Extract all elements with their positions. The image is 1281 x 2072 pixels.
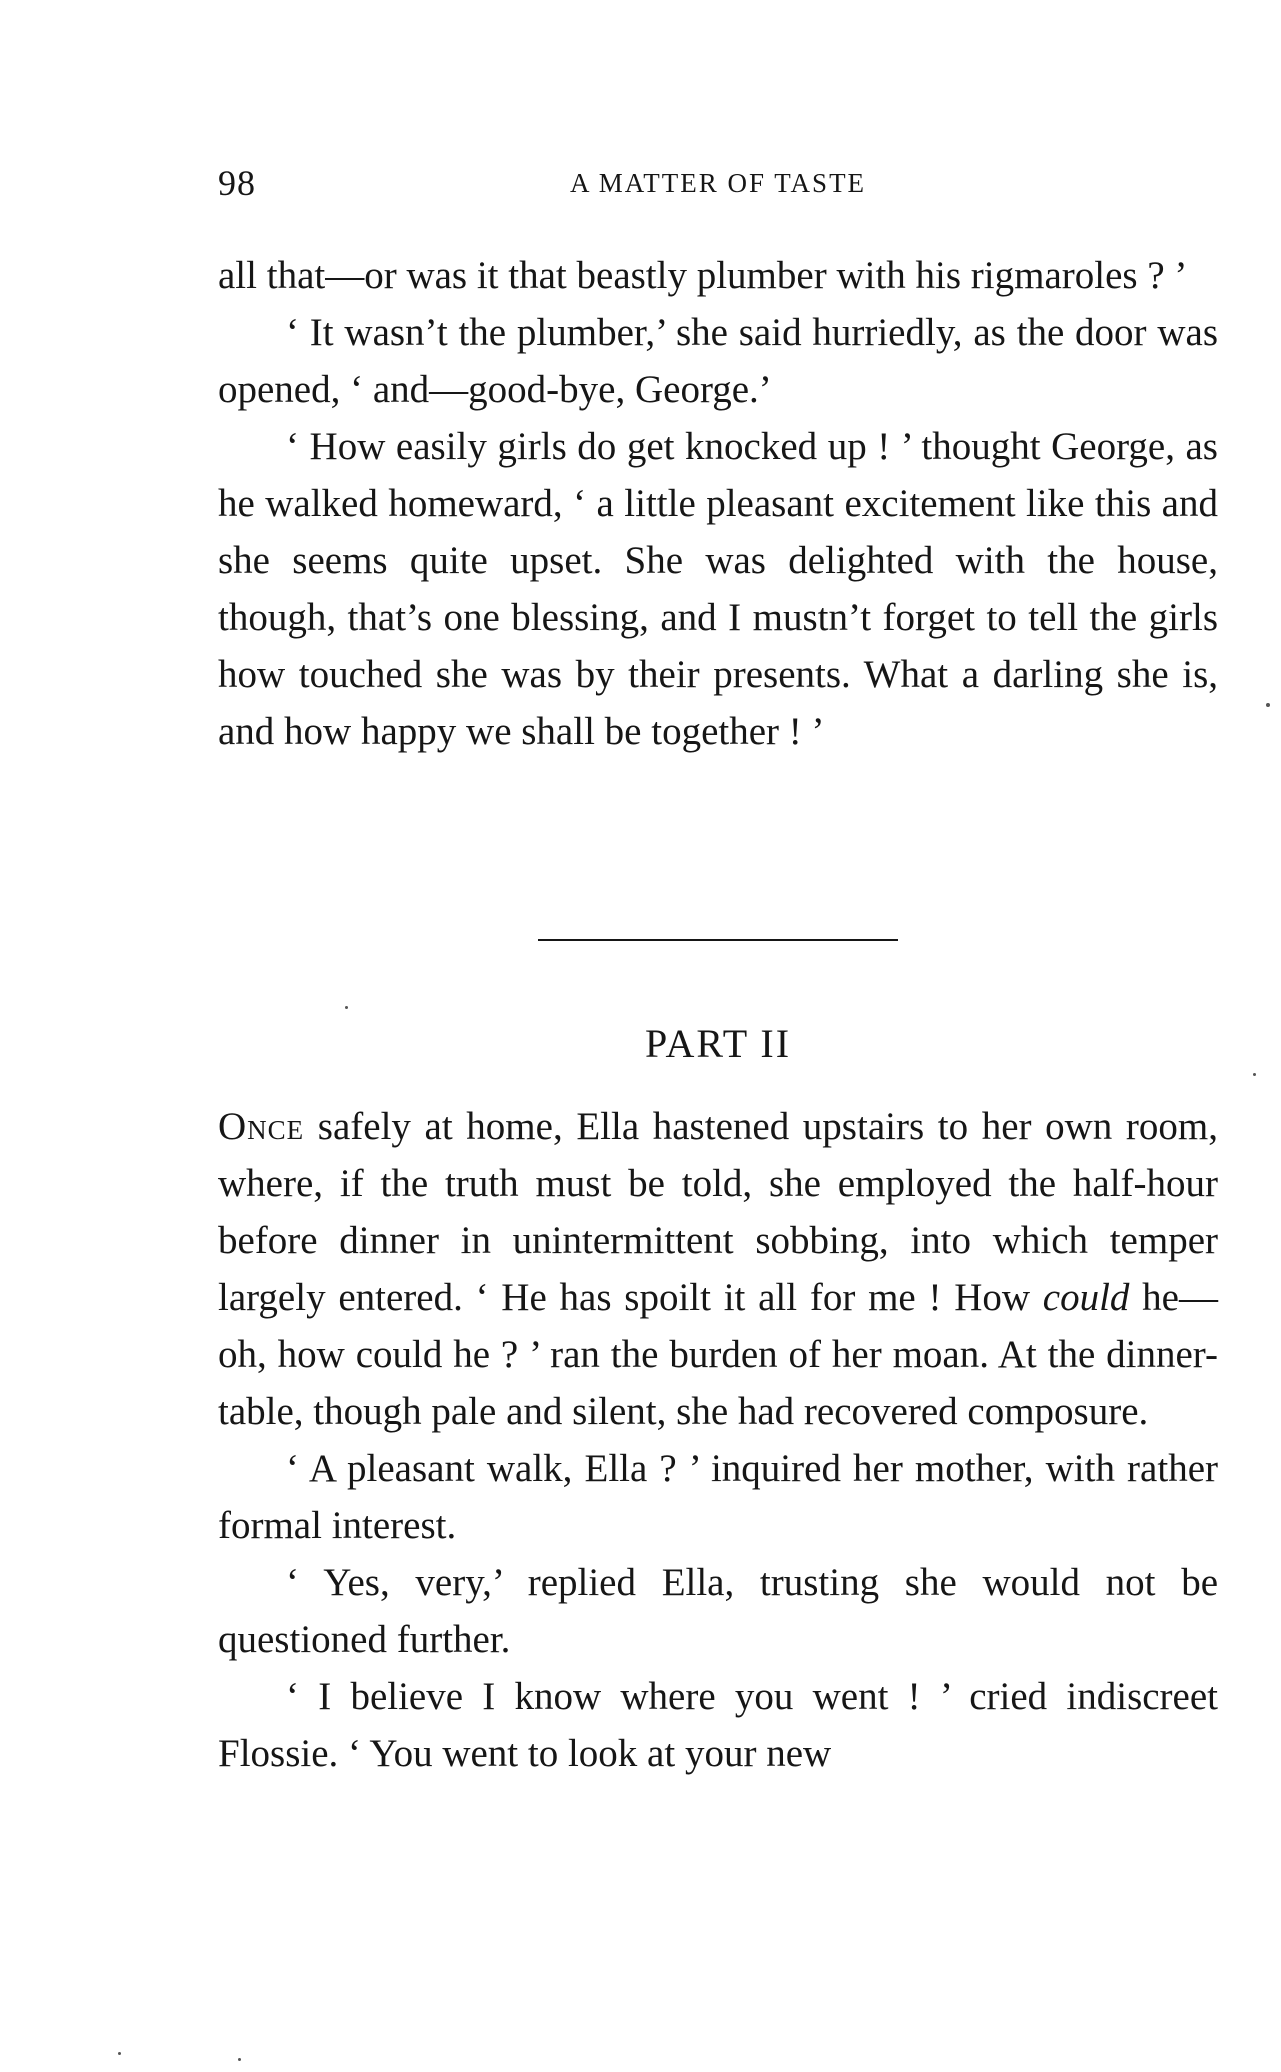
part-two-text xyxy=(218,1098,1218,1782)
paper-speck xyxy=(1266,703,1270,707)
opening-word: Once xyxy=(218,1105,305,1148)
opening-text: safely at home, Ella hastened upstairs to her own room, where, if the truth must be told, she employed the half-hour before dinner in unintermittent sobbing, into which temper largely entered. ‘ He has spoilt it all for me ! How xyxy=(218,1105,1218,1319)
paragraph: ‘ A pleasant walk, Ella ? ’ inquired her mother, with rather formal interest. xyxy=(218,1447,1218,1547)
paragraph: ‘ Yes, very,’ replied Ella, trusting she would not be questioned further. xyxy=(218,1561,1218,1661)
paper-speck xyxy=(345,1006,348,1009)
page-number: 98 xyxy=(218,163,256,203)
paragraph: ‘ I believe I know where you went ! ’ cried indiscreet Flossie. ‘ You went to look at your new xyxy=(218,1675,1218,1775)
paragraph: ‘ It wasn’t the plumber,’ she said hurriedly, as the door was opened, ‘ and—good-bye, George.’ xyxy=(218,311,1218,411)
opening-paragraph xyxy=(218,1098,1218,1440)
running-title: A MATTER OF TASTE xyxy=(569,168,867,198)
emphasized-word: could xyxy=(1042,1276,1130,1319)
part-one-ending xyxy=(218,247,1218,760)
paper-speck xyxy=(238,2058,241,2061)
paragraph: ‘ How easily girls do get knocked up ! ’ thought George, as he walked homeward, ‘ a little pleasant excitement like this and she seems quite upset. She was delighted with the house, though, that’s one blessing, and I mustn’t forget to tell the girls how touched she was by their presents. What a darling she is, and how happy we shall be together ! ’ xyxy=(218,425,1218,753)
paragraph: all that—or was it that beastly plumber with his rigmaroles ? ’ xyxy=(218,254,1188,297)
part-heading: PART II xyxy=(644,1021,792,1066)
page-header xyxy=(218,162,1218,206)
section-divider-rule xyxy=(538,939,898,941)
paper-speck xyxy=(118,2052,121,2055)
paper-speck xyxy=(1253,1073,1256,1076)
opening-text-continued: he—oh, how could he ? ’ ran the burden of her moan. At the dinner-table, though pale and silent, she had recovered composure. xyxy=(218,1276,1218,1433)
